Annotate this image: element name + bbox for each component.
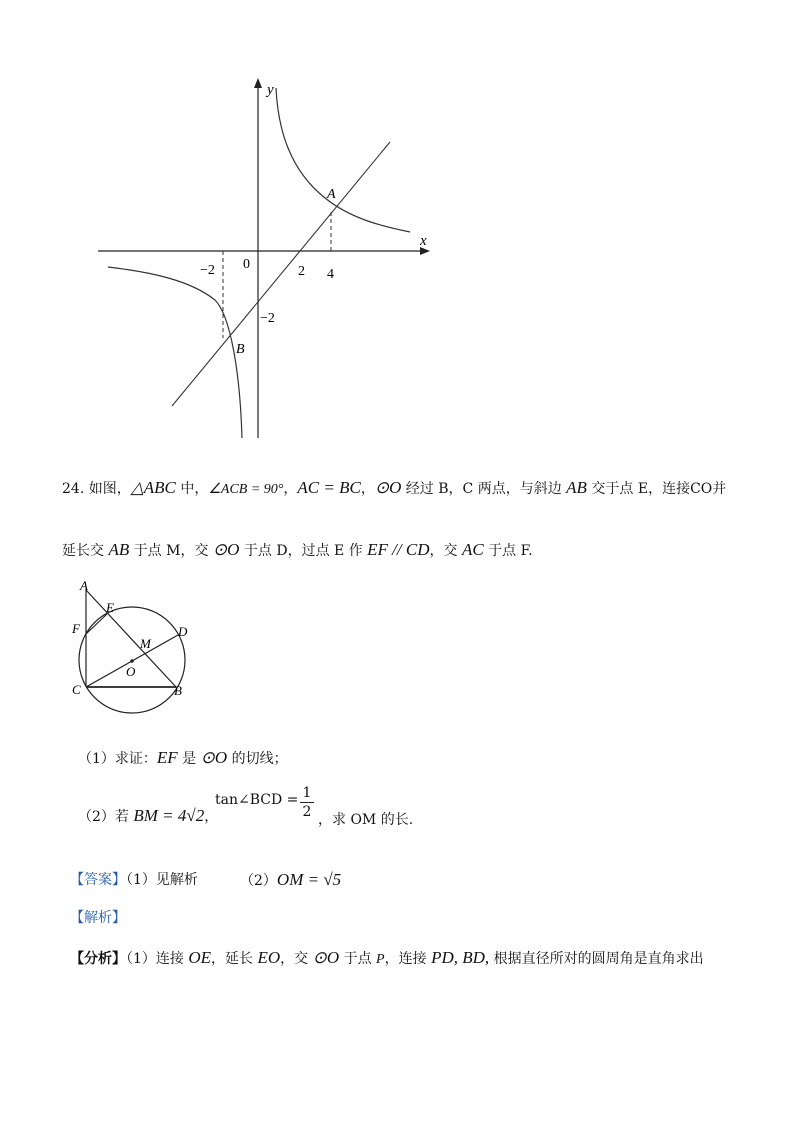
label-m: M xyxy=(140,636,151,651)
origin-label: 0 xyxy=(243,257,250,272)
text: 中， xyxy=(175,481,209,497)
analysis-line xyxy=(70,948,704,970)
text: （1）求证： xyxy=(78,751,157,767)
tick-x-neg2: −2 xyxy=(200,263,215,278)
segment-ef: EF xyxy=(156,748,178,767)
text: 于点 D，过点 E 作 xyxy=(239,543,368,559)
question-2 xyxy=(78,806,218,827)
ac-eq-bc: AC = BC xyxy=(297,478,361,497)
problem-line-2 xyxy=(62,540,533,561)
segment-ac: AC xyxy=(461,540,484,559)
text: （1）连接 xyxy=(126,951,189,967)
question-1 xyxy=(78,748,288,769)
analysis-tag: 【分析】 xyxy=(70,951,126,967)
text: 交于点 E，连接CO并 xyxy=(586,481,727,497)
segment-oe: OE xyxy=(188,948,212,967)
circle-o: ⊙O xyxy=(200,748,228,767)
text: ， xyxy=(204,809,219,825)
geometry-figure xyxy=(66,578,216,718)
tan-expression: tan∠BCD = xyxy=(215,792,299,808)
triangle-abc: △ABC xyxy=(130,478,176,497)
text: 于点 F. xyxy=(483,543,533,559)
segment-ab: AB xyxy=(566,478,587,497)
text: ，交 xyxy=(429,543,462,559)
label-e: E xyxy=(106,600,114,615)
segment-ef xyxy=(86,614,107,634)
label-d: D xyxy=(178,624,188,639)
function-graph xyxy=(90,70,450,450)
label-b: B xyxy=(174,683,182,698)
circle-o: ⊙O xyxy=(212,540,240,559)
segment-eo: EO xyxy=(257,948,281,967)
axis-label-y: y xyxy=(267,82,274,98)
label-a: A xyxy=(80,578,88,593)
y-axis-arrow xyxy=(254,78,262,88)
bm-value: BM = 4√2 xyxy=(133,806,205,825)
hyperbola-branch-upper xyxy=(276,88,410,232)
analysis-heading: 【解析】 xyxy=(70,910,126,926)
circle-o: ⊙O xyxy=(312,948,340,967)
text: ，求 OM 的长. xyxy=(318,812,414,828)
text: ， xyxy=(283,481,298,497)
text: 的切线； xyxy=(227,751,288,767)
tick-x-4: 4 xyxy=(327,267,334,282)
answer-part-2 xyxy=(240,870,341,891)
label-c: C xyxy=(72,682,81,697)
label-f: F xyxy=(72,621,80,636)
angle-acb: ∠ACB = 90° xyxy=(208,482,284,497)
text: ，交 xyxy=(280,951,313,967)
text: 根据直径所对的圆周角是直角求出 xyxy=(489,951,704,967)
text: ，连接 xyxy=(384,951,432,967)
om-value: OM = √5 xyxy=(276,870,342,889)
answer-tag: 【答案】 xyxy=(70,872,126,888)
point-p: P xyxy=(376,952,385,967)
axis-label-x: x xyxy=(420,233,427,249)
text: 是 xyxy=(177,751,201,767)
question-2-suffix xyxy=(318,810,413,830)
text: ， xyxy=(360,481,375,497)
segments-pd-bd: PD, BD, xyxy=(431,948,490,967)
text: 经过 B，C 两点，与斜边 xyxy=(401,481,567,497)
text: 于点 M，交 xyxy=(129,543,213,559)
segment-ab: AB xyxy=(108,540,130,559)
center-dot xyxy=(130,659,134,663)
tick-x-2: 2 xyxy=(298,264,305,279)
answer-line xyxy=(70,870,198,890)
fraction-denominator: 2 xyxy=(302,804,312,820)
text: （2） xyxy=(240,873,277,889)
label-o: O xyxy=(126,664,136,679)
text: （2）若 xyxy=(78,809,134,825)
answer-part-1: （1）见解析 xyxy=(126,872,198,888)
problem-number: 24. 如图， xyxy=(62,481,131,497)
tick-y-neg2: −2 xyxy=(260,311,275,326)
hyperbola-branch-lower xyxy=(108,267,242,438)
point-a-label: A xyxy=(327,187,336,202)
circle-o: ⊙O xyxy=(374,478,402,497)
text: ，延长 xyxy=(211,951,258,967)
fraction-numerator: 1 xyxy=(302,785,312,801)
ef-parallel-cd: EF // CD xyxy=(367,540,430,559)
fraction-half xyxy=(300,784,314,821)
text: 于点 xyxy=(339,951,377,967)
problem-line-1 xyxy=(62,478,726,500)
point-b-label: B xyxy=(236,342,245,357)
text: 延长交 xyxy=(62,543,109,559)
tan-bcd xyxy=(215,790,298,810)
